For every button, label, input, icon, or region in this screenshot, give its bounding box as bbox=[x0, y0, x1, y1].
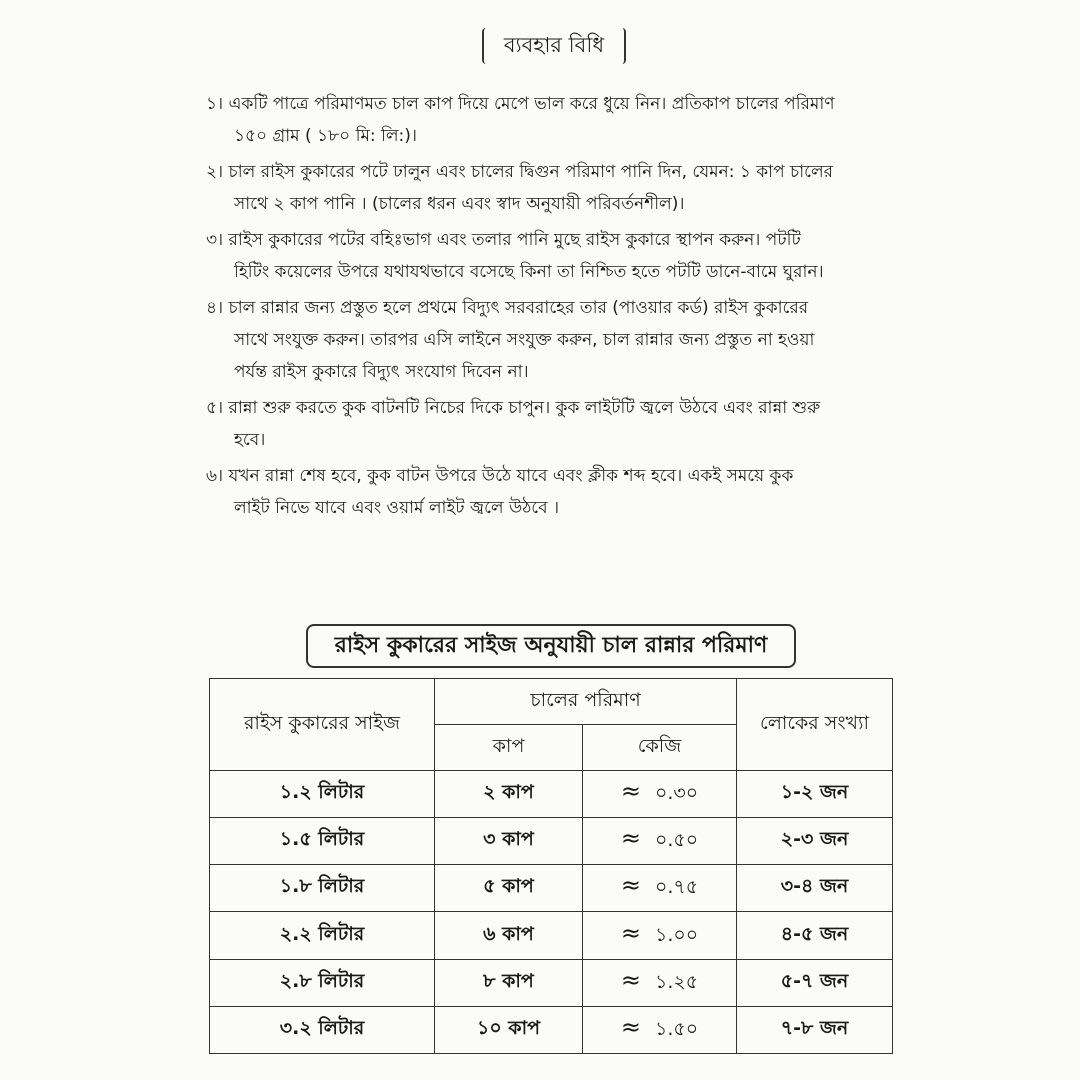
step-4 bbox=[206, 292, 896, 388]
table-row bbox=[210, 818, 893, 865]
step-2 bbox=[206, 156, 896, 220]
people-cell: ৫-৭ জন bbox=[737, 959, 893, 1006]
table-row bbox=[210, 865, 893, 912]
step-line: পর্যন্ত রাইস কুকারে বিদ্যুৎ সংযোগ দিবেন না। bbox=[234, 362, 529, 382]
step-line: সাথে সংযুক্ত করুন। তারপর এসি লাইনে সংযুক্ত করুন, চাল রান্নার জন্য প্রস্তুত না হওয়া bbox=[234, 330, 815, 350]
step-5 bbox=[206, 392, 896, 456]
approx-icon: ≈ bbox=[620, 871, 642, 900]
approx-icon: ≈ bbox=[620, 965, 642, 994]
instruction-steps bbox=[206, 88, 896, 528]
step-line: ৩। রাইস কুকারের পটের বহিঃভাগ এবং তলার পানি মুছে রাইস কুকারে স্থাপন করুন। পটটি bbox=[206, 230, 801, 250]
header-kg: কেজি bbox=[583, 725, 737, 771]
kg-value: ০.৩০ bbox=[655, 782, 699, 805]
kg-cell bbox=[583, 865, 737, 912]
header-size: রাইস কুকারের সাইজ bbox=[210, 679, 435, 771]
step-line: ১। একটি পাত্রে পরিমাণমত চাল কাপ দিয়ে মেপে ভাল করে ধুয়ে নিন। প্রতিকাপ চালের পরিমাণ bbox=[206, 94, 835, 114]
step-line: ২। চাল রাইস কুকারের পটে ঢালুন এবং চালের দ্বিগুন পরিমাণ পানি দিন, যেমন: ১ কাপ চালের bbox=[206, 162, 833, 182]
cups-cell: ৮ কাপ bbox=[435, 959, 583, 1006]
people-cell: ২-৩ জন bbox=[737, 818, 893, 865]
size-cell: ৩.২ লিটার bbox=[210, 1006, 435, 1053]
kg-cell bbox=[583, 1006, 737, 1053]
step-line: হবে। bbox=[234, 430, 266, 450]
table-header-row bbox=[210, 679, 893, 725]
kg-value: ০.৭৫ bbox=[655, 876, 699, 899]
people-cell: ১-২ জন bbox=[737, 771, 893, 818]
people-cell: ৩-৪ জন bbox=[737, 865, 893, 912]
kg-cell bbox=[583, 912, 737, 959]
approx-icon: ≈ bbox=[620, 918, 642, 947]
header-rice-amount: চালের পরিমাণ bbox=[435, 679, 737, 725]
step-line: ৫। রান্না শুরু করতে কুক বাটনটি নিচের দিকে চাপুন। কুক লাইটটি জ্বলে উঠবে এবং রান্না শুরু bbox=[206, 398, 821, 418]
size-cell: ২.৮ লিটার bbox=[210, 959, 435, 1006]
step-6 bbox=[206, 460, 896, 524]
kg-cell bbox=[583, 818, 737, 865]
people-cell: ৭-৮ জন bbox=[737, 1006, 893, 1053]
cups-cell: ২ কাপ bbox=[435, 771, 583, 818]
size-cell: ১.২ লিটার bbox=[210, 771, 435, 818]
table-row bbox=[210, 1006, 893, 1053]
size-cell: ১.৫ লিটার bbox=[210, 818, 435, 865]
size-cell: ২.২ লিটার bbox=[210, 912, 435, 959]
table-heading: রাইস কুকারের সাইজ অনুযায়ী চাল রান্নার পরিমাণ bbox=[306, 624, 796, 668]
kg-value: ০.৫০ bbox=[655, 829, 699, 852]
cups-cell: ৩ কাপ bbox=[435, 818, 583, 865]
header-cup: কাপ bbox=[435, 725, 583, 771]
kg-value: ১.২৫ bbox=[655, 970, 699, 993]
size-cell: ১.৮ লিটার bbox=[210, 865, 435, 912]
approx-icon: ≈ bbox=[620, 777, 641, 806]
step-3 bbox=[206, 224, 896, 288]
people-cell: ৪-৫ জন bbox=[737, 912, 893, 959]
step-line: ১৫০ গ্রাম ( ১৮০ মি: লি:)। bbox=[234, 126, 417, 146]
step-line: হিটিং কয়েলের উপরে যথাযথভাবে বসেছে কিনা তা নিশ্চিত হতে পটটি ডানে-বামে ঘুরান। bbox=[234, 262, 824, 282]
kg-value: ১.০০ bbox=[655, 923, 699, 946]
step-line: সাথে ২ কাপ পানি । (চালের ধরন এবং স্বাদ অনুযায়ী পরিবর্তনশীল)। bbox=[234, 194, 685, 214]
step-1 bbox=[206, 88, 896, 152]
kg-cell bbox=[583, 959, 737, 1006]
header-people: লোকের সংখ্যা bbox=[737, 679, 893, 771]
kg-value: ১.৫০ bbox=[655, 1017, 699, 1040]
table-row bbox=[210, 959, 893, 1006]
rice-quantity-table bbox=[209, 678, 893, 1054]
step-line: ৬। যখন রান্না শেষ হবে, কুক বাটন উপরে উঠে যাবে এবং ক্লীক শব্দ হবে। একই সময়ে কুক bbox=[206, 466, 794, 486]
approx-icon: ≈ bbox=[620, 824, 642, 853]
cups-cell: ৫ কাপ bbox=[435, 865, 583, 912]
cups-cell: ৬ কাপ bbox=[435, 912, 583, 959]
approx-icon: ≈ bbox=[620, 1012, 642, 1041]
cups-cell: ১০ কাপ bbox=[435, 1006, 583, 1053]
step-line: ৪। চাল রান্নার জন্য প্রস্তুত হলে প্রথমে বিদ্যুৎ সরবরাহের তার (পাওয়ার কর্ড) রাইস কুকারের bbox=[206, 298, 809, 318]
table-row bbox=[210, 912, 893, 959]
step-line: লাইট নিভে যাবে এবং ওয়ার্ম লাইট জ্বলে উঠবে । bbox=[234, 498, 560, 518]
page-title: ব্যবহার বিধি bbox=[482, 28, 626, 64]
kg-cell bbox=[583, 771, 737, 818]
table-row bbox=[210, 771, 893, 818]
